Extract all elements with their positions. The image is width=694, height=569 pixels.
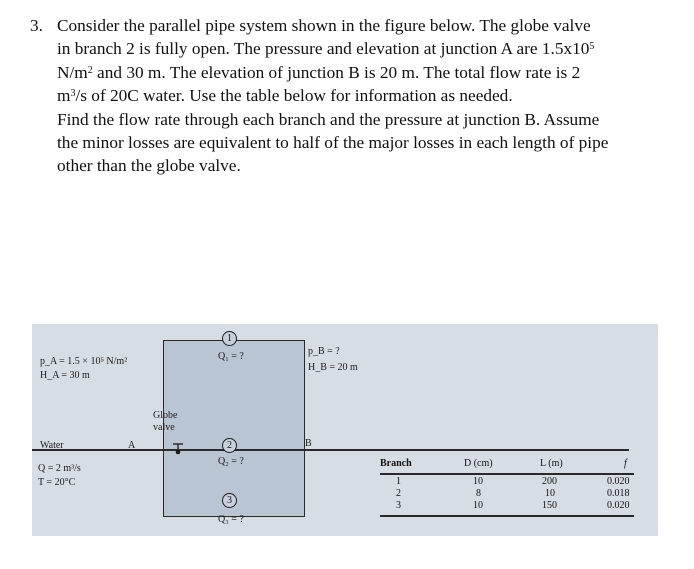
table-cell: 0.020: [607, 476, 630, 487]
q3-label: Q₃ = ?: [218, 514, 244, 525]
problem-paragraph-2: [57, 108, 670, 178]
branch-1-marker: 1: [222, 331, 237, 346]
table-cell: 1: [396, 476, 401, 487]
branch-2-marker: 2: [222, 438, 237, 453]
problem-number: 3.: [30, 16, 43, 35]
hb-label: H_B = 20 m: [308, 362, 358, 373]
table-header-diameter: D (cm): [464, 458, 493, 469]
problem-statement: [30, 14, 670, 178]
branch-loop: [163, 340, 305, 517]
superscript: 3: [70, 88, 76, 100]
water-label: Water: [40, 440, 64, 451]
problem-paragraph-1: [57, 14, 670, 108]
pipe-system-figure: [32, 324, 658, 536]
line: other than the globe valve.: [57, 156, 241, 176]
globe-valve-label: Globe valve: [153, 410, 178, 433]
table-header-branch: Branch: [380, 458, 412, 469]
table-cell: 3: [396, 500, 401, 511]
branch-3-marker: 3: [222, 493, 237, 508]
temperature-label: T = 20°C: [38, 477, 76, 488]
total-flow-label: Q = 2 m³/s: [38, 463, 81, 474]
table-cell: 10: [473, 500, 483, 511]
superscript: 2: [87, 64, 93, 76]
globe-valve-icon: [170, 443, 186, 457]
line: Consider the parallel pipe system shown in the figure below. The globe valve: [57, 16, 591, 35]
pa-label: p_A = 1.5 × 10⁵ N/m²: [40, 356, 128, 367]
q2-label: Q₂ = ?: [218, 456, 244, 467]
table-cell: 2: [396, 488, 401, 499]
table-header-rule: [380, 473, 634, 475]
table-cell: 0.018: [607, 488, 630, 499]
q1-label: Q₁ = ?: [218, 351, 244, 362]
table-cell: 10: [545, 488, 555, 499]
pb-label: p_B = ?: [308, 346, 340, 357]
line: $N/m^2$ and 30 m. The elevation of junction B is 20 m. The total flow rate is 2: [57, 62, 581, 82]
junction-a-label: A: [128, 440, 136, 451]
line: Find the flow rate through each branch and the pressure at junction B. Assume: [57, 109, 600, 129]
junction-b-label: B: [305, 438, 312, 449]
table-cell: 200: [542, 476, 557, 487]
table-header-length: L (m): [540, 458, 563, 469]
ha-label: H_A = 30 m: [40, 370, 90, 381]
line: $m^3/s$ of 20C water. Use the table below for information as needed.: [57, 86, 513, 106]
table-cell: 0.020: [607, 500, 630, 511]
pipe-outlet: [303, 449, 629, 451]
table-cell: 150: [542, 500, 557, 511]
line: the minor losses are equivalent to half of the major losses in each length of pipe: [57, 133, 609, 153]
table-cell: 8: [476, 488, 481, 499]
table-header-friction: f: [624, 458, 627, 469]
superscript: 5: [589, 41, 595, 53]
pipe-middle: [32, 449, 304, 451]
line: in branch 2 is fully open. The pressure and elevation at junction A are $1.5x10^5$: [57, 39, 595, 59]
table-bottom-rule: [380, 515, 634, 517]
table-cell: 10: [473, 476, 483, 487]
